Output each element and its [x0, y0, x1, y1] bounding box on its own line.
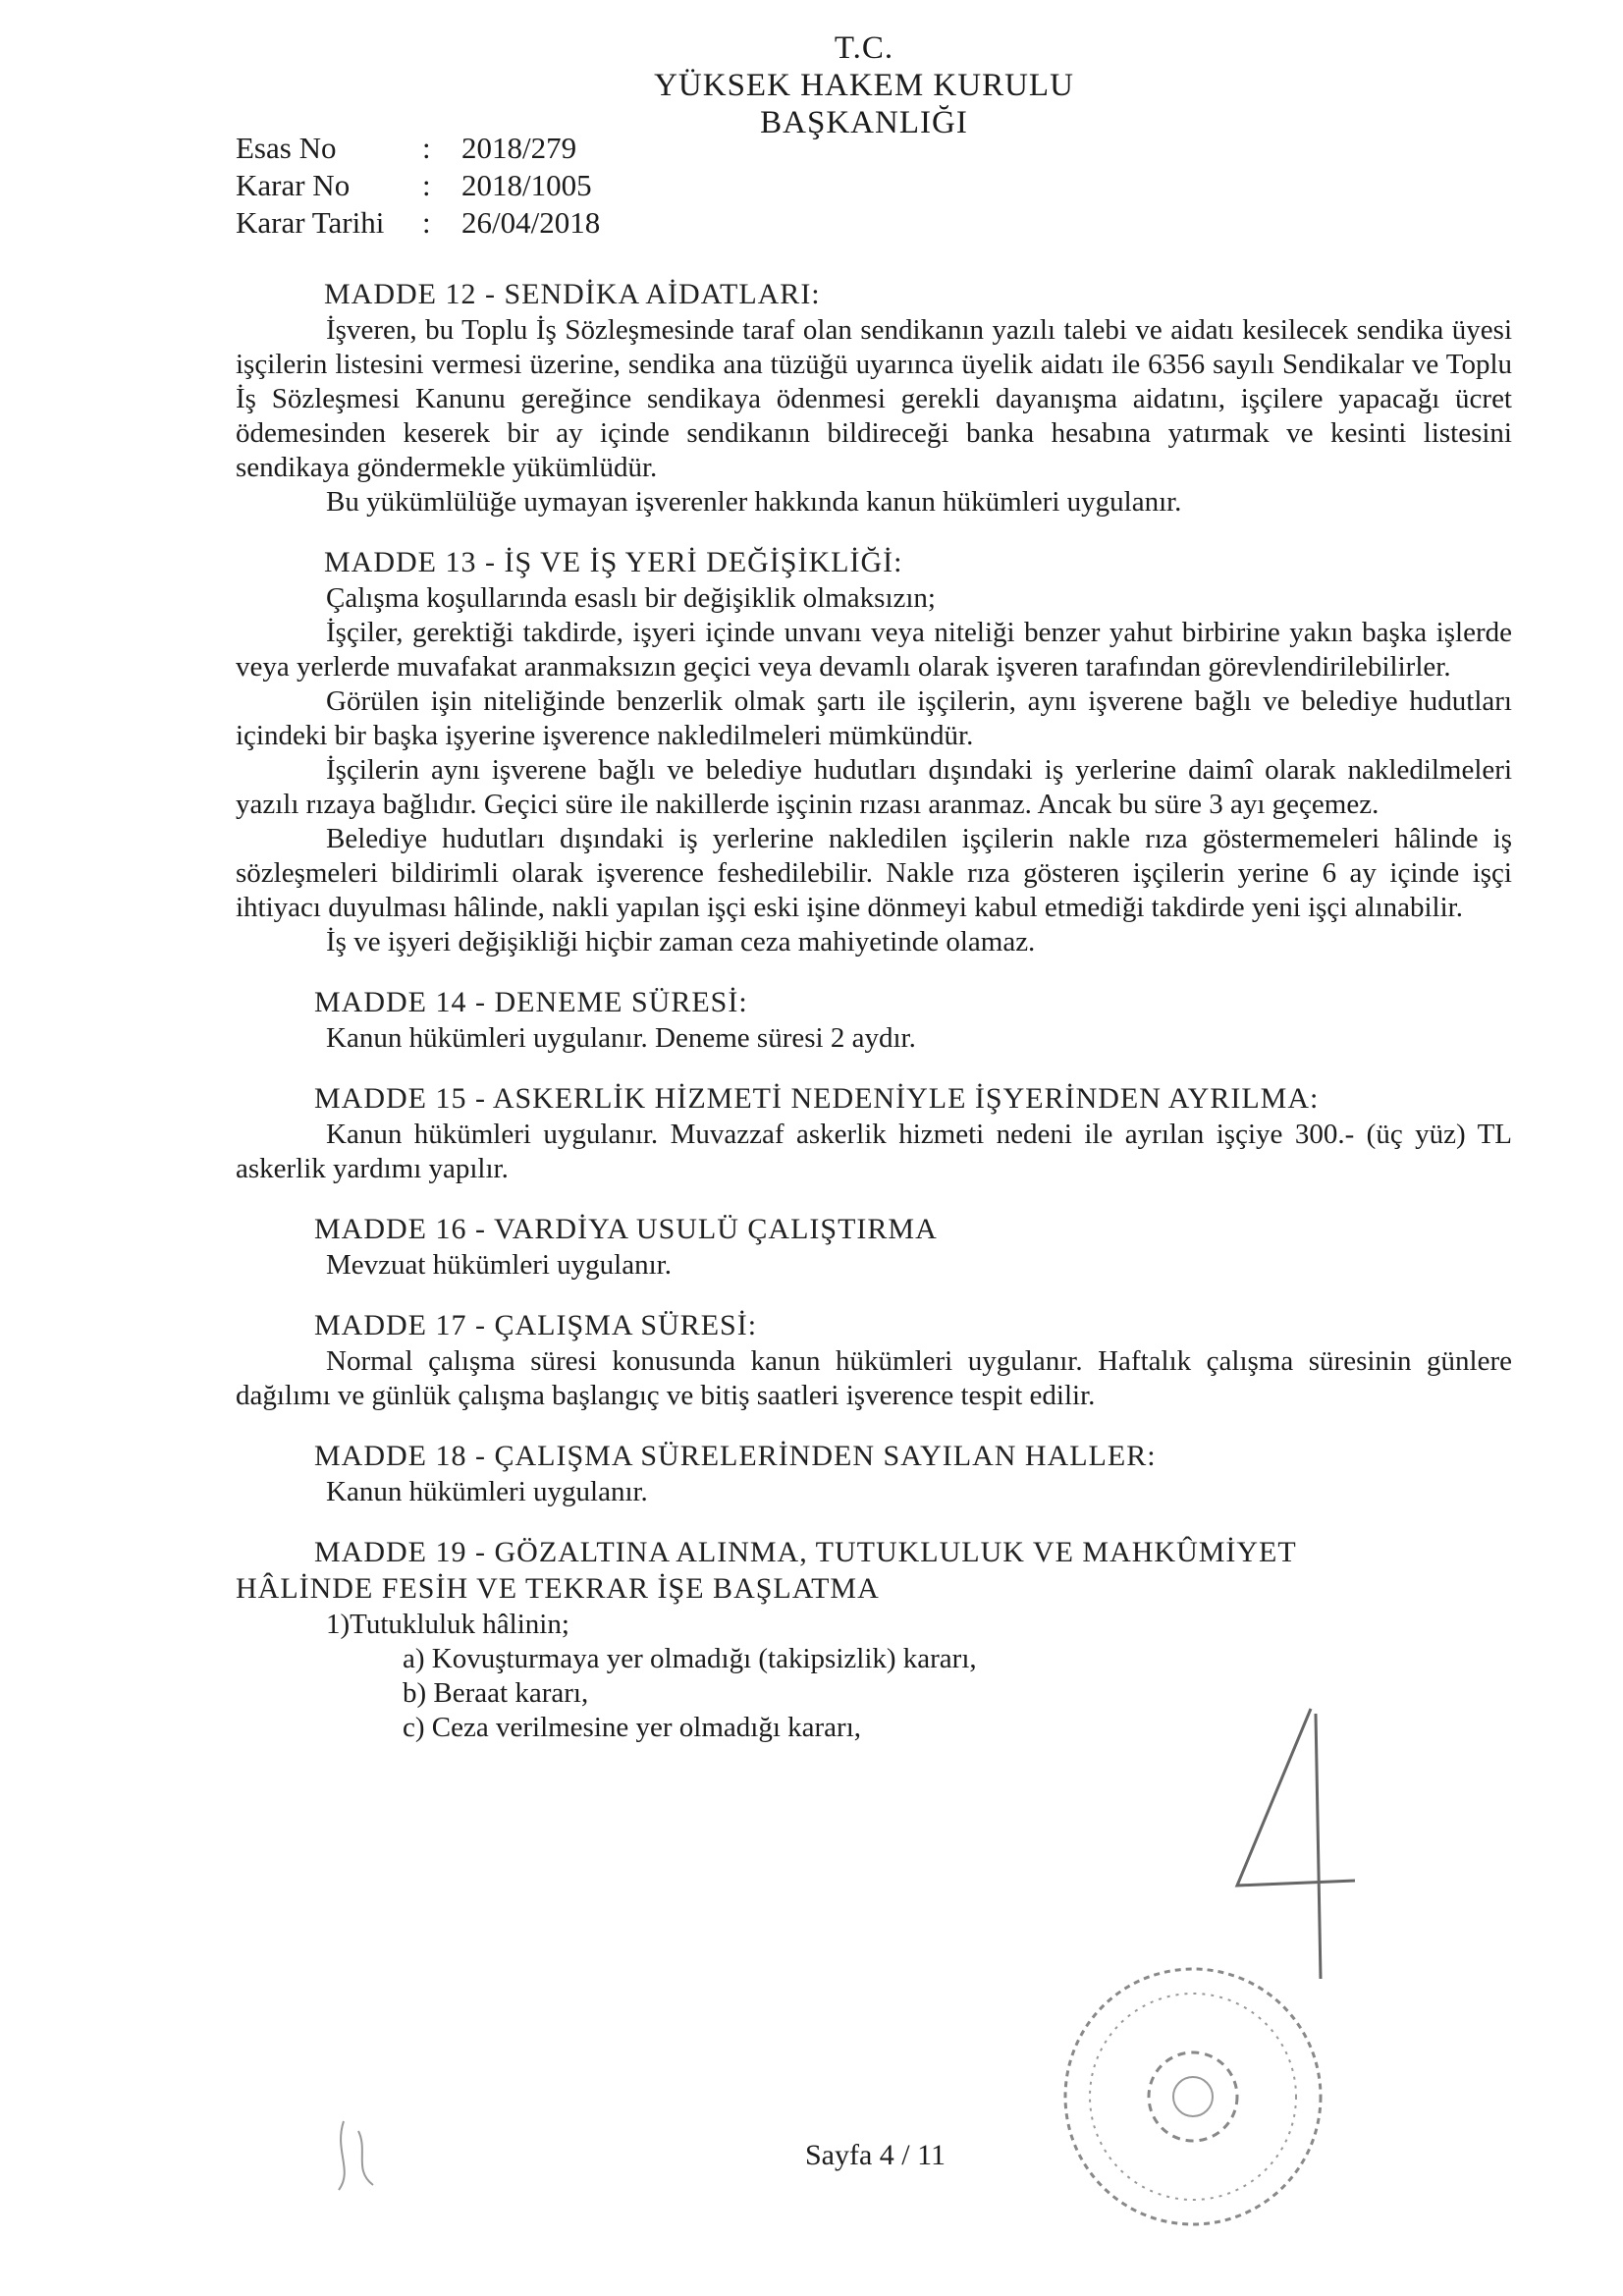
sub-list-item: a) Kovuşturmaya yer olmadığı (takipsizlik) kararı,	[403, 1643, 977, 1674]
letterhead-line-3: BAŞKANLIĞI	[760, 105, 968, 140]
article-title: MADDE 13 - İŞ VE İŞ YERİ DEĞİŞİKLİĞİ:	[324, 546, 903, 578]
meta-row-karar	[236, 167, 600, 204]
letterhead-line-2: YÜKSEK HAKEM KURULU	[654, 68, 1074, 103]
article-title: MADDE 16 - VARDİYA USULÜ ÇALIŞTIRMA	[314, 1213, 938, 1245]
article-title: MADDE 12 - SENDİKA AİDATLARI:	[324, 278, 821, 310]
article-title: MADDE 15 - ASKERLİK HİZMETİ NEDENİYLE İŞYERİNDEN AYRILMA:	[314, 1082, 1320, 1115]
meta-separator: :	[422, 168, 431, 202]
article-17	[236, 1308, 1512, 1413]
meta-row-tarih	[236, 204, 600, 242]
meta-value: 2018/1005	[461, 168, 592, 202]
article-16	[236, 1212, 1512, 1283]
paragraph: Bu yükümlülüğe uymayan işverenler hakkında kanun hükümleri uygulanır.	[326, 486, 1182, 518]
article-13	[236, 545, 1512, 959]
sub-list-item: c) Ceza verilmesine yer olmadığı kararı,	[403, 1712, 862, 1743]
article-12	[236, 277, 1512, 519]
case-metadata	[236, 130, 600, 242]
paragraph: Kanun hükümleri uygulanır. Muvazzaf askerlik hizmeti nedeni ile ayrılan işçiye 300.- (üç yüz) TL askerlik yardımı yapılır.	[236, 1119, 1512, 1184]
paragraph: İşçiler, gerektiği takdirde, işyeri içinde unvanı veya niteliği benzer yahut birbirine yakın başka işlerde veya yerlerde muvafakat aranmaksızın geçici veya devamlı olarak işveren tarafından görevlendirilebilirler.	[236, 617, 1512, 683]
paragraph: Mevzuat hükümleri uygulanır.	[326, 1249, 672, 1281]
paragraph: Kanun hükümleri uygulanır. Deneme süresi 2 aydır.	[326, 1022, 916, 1054]
paragraph: İş ve işyeri değişikliği hiçbir zaman ceza mahiyetinde olamaz.	[326, 926, 1036, 957]
paragraph: Belediye hudutları dışındaki iş yerlerine nakledilen işçilerin nakle rıza göstermemeleri hâlinde iş sözleşmeleri bildirimli olarak işverence feshedilebilir. Nakle rıza gösteren işçilerin yerine 6 ay içinde işçi ihtiyacı duyulması hâlinde, nakli yapılan işçi eski işine dönmeyi kabul etmediği takdirde yeni işçi alınabilir.	[236, 823, 1512, 923]
paragraph: İşçilerin aynı işverene bağlı ve belediye hudutları dışındaki iş yerlerine daimî olarak nakledilmeleri yazılı rızaya bağlıdır. Geçici süre ile nakillerde işçinin rızası aranmaz. Ancak bu süre 3 ayı geçemez.	[236, 754, 1512, 820]
sub-list-item: b) Beraat kararı,	[403, 1677, 589, 1709]
meta-separator: :	[422, 131, 431, 165]
meta-key: Esas No	[236, 131, 337, 165]
handwritten-page-mark-icon	[1217, 1699, 1365, 1984]
document-body	[236, 277, 1512, 1745]
page-number: Sayfa 4 / 11	[805, 2139, 947, 2171]
article-title: MADDE 18 - ÇALIŞMA SÜRELERİNDEN SAYILAN HALLER:	[314, 1440, 1157, 1472]
meta-key: Karar No	[236, 168, 351, 202]
article-14	[236, 985, 1512, 1056]
article-title: MADDE 17 - ÇALIŞMA SÜRESİ:	[314, 1309, 758, 1341]
paragraph: Kanun hükümleri uygulanır.	[326, 1476, 648, 1507]
paragraph: Normal çalışma süresi konusunda kanun hükümleri uygulanır. Haftalık çalışma süresinin günlere dağılımı ve günlük çalışma başlangıç ve bitiş saatleri işverence tespit edilir.	[236, 1345, 1512, 1411]
list-item: 1)Tutukluluk hâlinin;	[326, 1609, 569, 1640]
article-18	[236, 1439, 1512, 1509]
meta-value: 26/04/2018	[461, 205, 601, 240]
paragraph: Çalışma koşullarında esaslı bir değişiklik olmaksızın;	[326, 582, 936, 614]
paragraph: İşveren, bu Toplu İş Sözleşmesinde taraf olan sendikanın yazılı talebi ve aidatı kesilecek sendika üyesi işçilerin listesini vermesi üzerine, sendika ana tüzüğü uyarınca üyelik aidatı ile 6356 sayılı Sendikalar ve Toplu İş Sözleşmesi Kanunu gereğince sendikaya ödenmesi gerekli dayanışma aidatını, işçilere yapacağı ücret ödemesinden keserek bir ay içinde sendikanın bildireceği banka hesabına yatırmak ve kesinti listesini sendikaya göndermekle yükümlüdür.	[236, 314, 1512, 483]
article-title: MADDE 14 - DENEME SÜRESİ:	[314, 986, 748, 1018]
paragraph: Görülen işin niteliğinde benzerlik olmak şartı ile işçilerin, aynı işverene bağlı ve belediye hudutları içindeki bir başka işyerine işverence nakledilmeleri mümkündür.	[236, 685, 1512, 751]
article-15	[236, 1081, 1512, 1186]
meta-row-esas	[236, 130, 600, 167]
meta-value: 2018/279	[461, 131, 577, 165]
meta-separator: :	[422, 205, 431, 240]
article-title-continued: HÂLİNDE FESİH VE TEKRAR İŞE BAŞLATMA	[236, 1572, 880, 1605]
letterhead	[550, 29, 1178, 141]
article-title: MADDE 19 - GÖZALTINA ALINMA, TUTUKLULUK VE MAHKÛMİYET	[314, 1536, 1297, 1568]
signature-scribble-icon	[324, 2111, 403, 2200]
meta-key: Karar Tarihi	[236, 205, 385, 240]
official-stamp-icon	[1051, 1954, 1335, 2239]
letterhead-line-1: T.C.	[834, 30, 894, 66]
